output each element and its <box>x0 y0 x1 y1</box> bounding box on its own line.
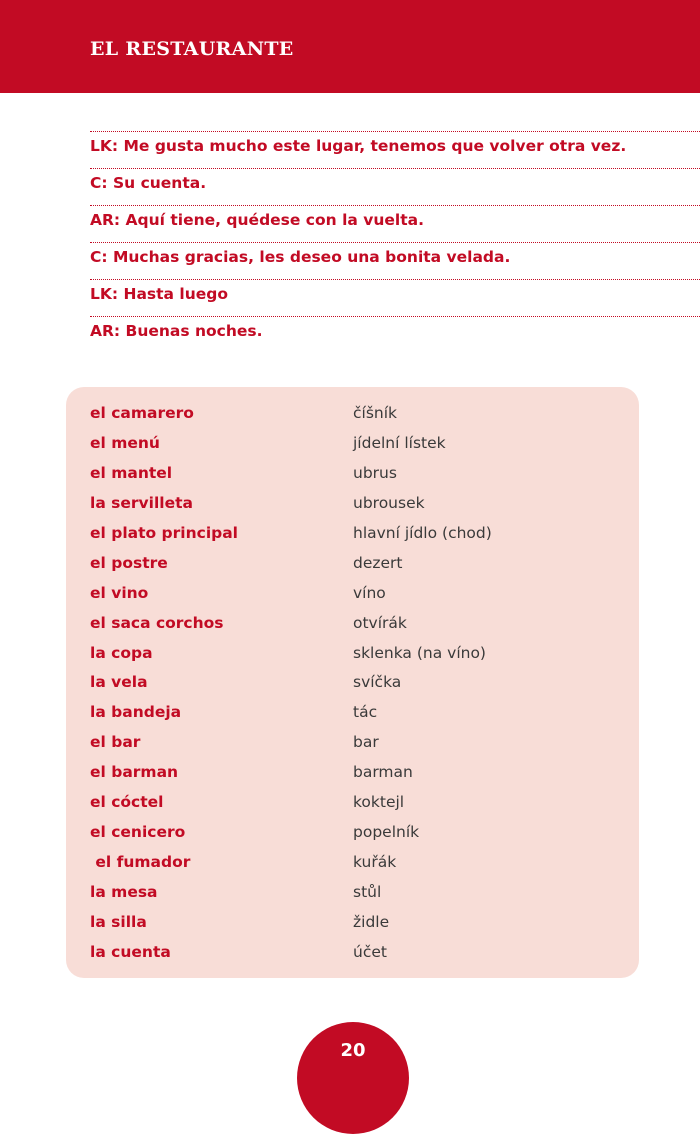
czech-translation: bar <box>353 733 379 752</box>
vocabulary-row <box>90 730 630 760</box>
spanish-term: la copa <box>90 643 153 662</box>
dialogue-line-text: AR: Aquí tiene, quédese con la vuelta. <box>90 211 424 229</box>
vocabulary-row <box>90 581 630 611</box>
vocabulary-row <box>90 611 630 641</box>
spanish-term: la silla <box>90 912 147 931</box>
dialogue-line-text: LK: Me gusta mucho este lugar, tenemos que volver otra vez. <box>90 137 627 155</box>
czech-translation: kuřák <box>353 853 397 872</box>
vocabulary-row <box>90 641 630 671</box>
dialogue-line <box>90 279 700 316</box>
spanish-term: la cuenta <box>90 942 171 961</box>
dialogue-line-text: C: Su cuenta. <box>90 174 207 192</box>
czech-translation: sklenka (na víno) <box>353 643 486 662</box>
czech-translation: otvírák <box>353 613 407 632</box>
vocabulary-box <box>66 387 639 978</box>
vocabulary-row <box>90 431 630 461</box>
dialogue-line <box>90 316 700 353</box>
spanish-term: el barman <box>90 763 179 782</box>
vocabulary-list <box>90 401 630 970</box>
spanish-term: el camarero <box>90 404 194 422</box>
vocabulary-row <box>90 401 630 431</box>
spanish-term: el saca corchos <box>90 613 224 632</box>
vocabulary-row <box>90 910 630 940</box>
spanish-term: el bar <box>90 733 141 752</box>
dialogue-line <box>90 168 700 205</box>
spanish-term: la vela <box>90 673 148 692</box>
czech-translation: dezert <box>353 553 403 572</box>
czech-translation: stůl <box>353 883 382 901</box>
vocabulary-row <box>90 700 630 730</box>
page-number-tab <box>297 1022 409 1134</box>
dialogue-list <box>90 131 700 353</box>
czech-translation: ubrousek <box>353 493 425 512</box>
dialogue-line-text: C: Muchas gracias, les deseo una bonita velada. <box>90 248 511 266</box>
page-header <box>0 0 700 93</box>
spanish-term: la bandeja <box>90 703 182 722</box>
vocabulary-row <box>90 880 630 910</box>
czech-translation: svíčka <box>353 673 402 692</box>
vocabulary-row <box>90 850 630 880</box>
page-number: 20 <box>340 1040 366 1061</box>
vocabulary-row <box>90 461 630 491</box>
czech-translation: koktejl <box>353 793 405 812</box>
czech-translation: účet <box>353 942 387 961</box>
czech-translation: ubrus <box>353 463 397 482</box>
spanish-term: el postre <box>90 553 168 572</box>
dialogue-line-text: AR: Buenas noches. <box>90 322 263 340</box>
dialogue-line-text: LK: Hasta luego <box>90 285 229 303</box>
vocabulary-row <box>90 790 630 820</box>
spanish-term: la servilleta <box>90 493 193 512</box>
czech-translation: číšník <box>353 404 398 422</box>
czech-translation: tác <box>353 703 378 722</box>
vocabulary-row <box>90 670 630 700</box>
spanish-term: el cenicero <box>90 823 186 842</box>
vocabulary-row <box>90 820 630 850</box>
spanish-term: el fumador <box>90 853 191 872</box>
czech-translation: židle <box>353 912 390 931</box>
vocabulary-row <box>90 940 630 970</box>
czech-translation: jídelní lístek <box>353 433 446 452</box>
czech-translation: barman <box>353 763 413 782</box>
spanish-term: el cóctel <box>90 793 164 812</box>
vocabulary-row <box>90 551 630 581</box>
dialogue-line <box>90 205 700 242</box>
czech-translation: víno <box>353 583 386 602</box>
spanish-term: el mantel <box>90 463 173 482</box>
spanish-term: el menú <box>90 433 160 452</box>
vocabulary-row <box>90 491 630 521</box>
spanish-term: el vino <box>90 583 149 602</box>
czech-translation: popelník <box>353 823 420 842</box>
vocabulary-row <box>90 760 630 790</box>
dialogue-line <box>90 242 700 279</box>
dialogue-line <box>90 131 700 168</box>
vocabulary-row <box>90 521 630 551</box>
czech-translation: hlavní jídlo (chod) <box>353 523 492 542</box>
spanish-term: la mesa <box>90 883 158 901</box>
spanish-term: el plato principal <box>90 523 238 542</box>
page-title: EL RESTAURANTE <box>90 38 294 60</box>
